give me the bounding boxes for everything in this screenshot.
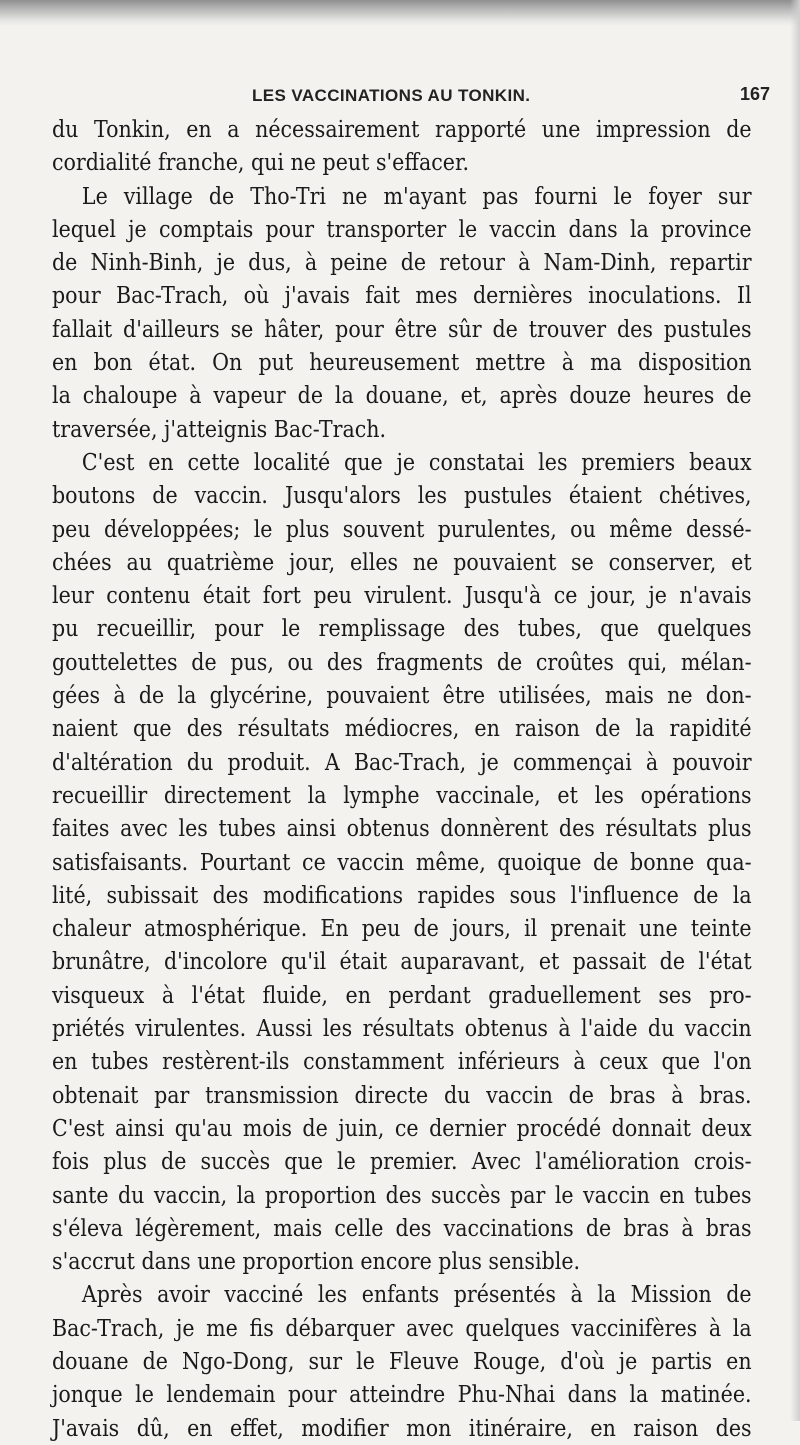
text-line: visqueux à l'état fluide, en perdant graduellement ses pro- <box>52 980 752 1009</box>
text-line: peu développées; le plus souvent purulentes, ou même dessé- <box>52 514 752 543</box>
text-line: sante du vaccin, la proportion des succès par le vaccin en tubes <box>52 1180 752 1209</box>
text-line: s'éleva légèrement, mais celle des vaccinations de bras à bras <box>52 1213 752 1242</box>
text-line: en tubes restèrent-ils constamment inférieurs à ceux que l'on <box>52 1047 752 1076</box>
text-line: C'est en cette localité que je constatai les premiers beaux <box>81 447 752 476</box>
text-line: chaleur atmosphérique. En peu de jours, il prenait une teinte <box>52 914 752 943</box>
text-line: naient que des résultats médiocres, en raison de la rapidité <box>52 714 752 743</box>
text-line: J'avais dû, en effet, modifier mon itinéraire, en raison des <box>52 1413 752 1442</box>
page-number: 167 <box>740 84 771 104</box>
text-line: boutons de vaccin. Jusqu'alors les pustules étaient chétives, <box>52 481 752 510</box>
text-line: recueillir directement la lymphe vaccinale, et les opérations <box>52 780 752 809</box>
text-line: d'altération du produit. A Bac-Trach, je commençai à pouvoir <box>52 747 752 776</box>
body-text <box>52 113 752 1445</box>
text-line: s'accrut dans une proportion encore plus sensible. <box>52 1247 581 1276</box>
text-line: C'est ainsi qu'au mois de juin, ce dernier procédé donnait deux <box>52 1113 752 1142</box>
text-line: douane de Ngo-Dong, sur le Fleuve Rouge, d'où je partis en <box>52 1346 752 1375</box>
text-line: gées à de la glycérine, pouvaient être utilisées, mais ne don- <box>52 681 752 710</box>
text-line: Le village de Tho-Tri ne m'ayant pas fourni le foyer sur <box>81 181 752 210</box>
text-line: traversée, j'atteignis Bac-Trach. <box>52 414 387 443</box>
text-line: Après avoir vacciné les enfants présentés à la Mission de <box>81 1280 752 1309</box>
text-line: obtenait par transmission directe du vaccin de bras à bras. <box>52 1080 752 1109</box>
text-line: brunâtre, d'incolore qu'il était auparavant, et passait de l'état <box>52 947 752 976</box>
text-line: cordialité franche, qui ne peut s'effacer. <box>52 148 470 177</box>
text-line: leur contenu était fort peu virulent. Jusqu'à ce jour, je n'avais <box>52 581 752 610</box>
text-line: faites avec les tubes ainsi obtenus donnèrent des résultats plus <box>52 814 752 843</box>
text-line: priétés virulentes. Aussi les résultats obtenus à l'aide du vaccin <box>52 1014 752 1043</box>
text-line: fois plus de succès que le premier. Avec l'amélioration crois- <box>52 1147 752 1176</box>
running-head: LES VACCINATIONS AU TONKIN. <box>252 86 531 105</box>
text-line: du Tonkin, en a nécessairement rapporté une impression de <box>52 115 752 143</box>
text-line: gouttelettes de pus, ou des fragments de croûtes qui, mélan- <box>52 647 752 676</box>
scan-shadow-right <box>790 0 800 1421</box>
text-line: pour Bac-Trach, où j'avais fait mes dernières inoculations. Il <box>52 281 752 310</box>
scan-shadow-top <box>0 0 800 26</box>
text-line: satisfaisants. Pourtant ce vaccin même, quoique de bonne qua- <box>52 847 752 876</box>
text-line: lité, subissait des modifications rapides sous l'influence de la <box>52 880 752 909</box>
text-line: en bon état. On put heureusement mettre à ma disposition <box>52 348 752 377</box>
text-line: fallait d'ailleurs se hâter, pour être sûr de trouver des pustules <box>52 314 752 343</box>
text-line: la chaloupe à vapeur de la douane, et, après douze heures de <box>52 381 752 410</box>
text-line: lequel je comptais pour transporter le vaccin dans la province <box>52 214 752 243</box>
text-line: Bac-Trach, je me fis débarquer avec quelques vaccinifères à la <box>52 1313 752 1342</box>
text-line: de Ninh-Binh, je dus, à peine de retour à Nam-Dinh, repartir <box>52 248 752 277</box>
text-line: chées au quatrième jour, elles ne pouvaient se conserver, et <box>52 547 752 576</box>
text-line: pu recueillir, pour le remplissage des tubes, que quelques <box>52 614 752 643</box>
text-line: jonque le lendemain pour atteindre Phu-Nhai dans la matinée. <box>52 1380 752 1409</box>
